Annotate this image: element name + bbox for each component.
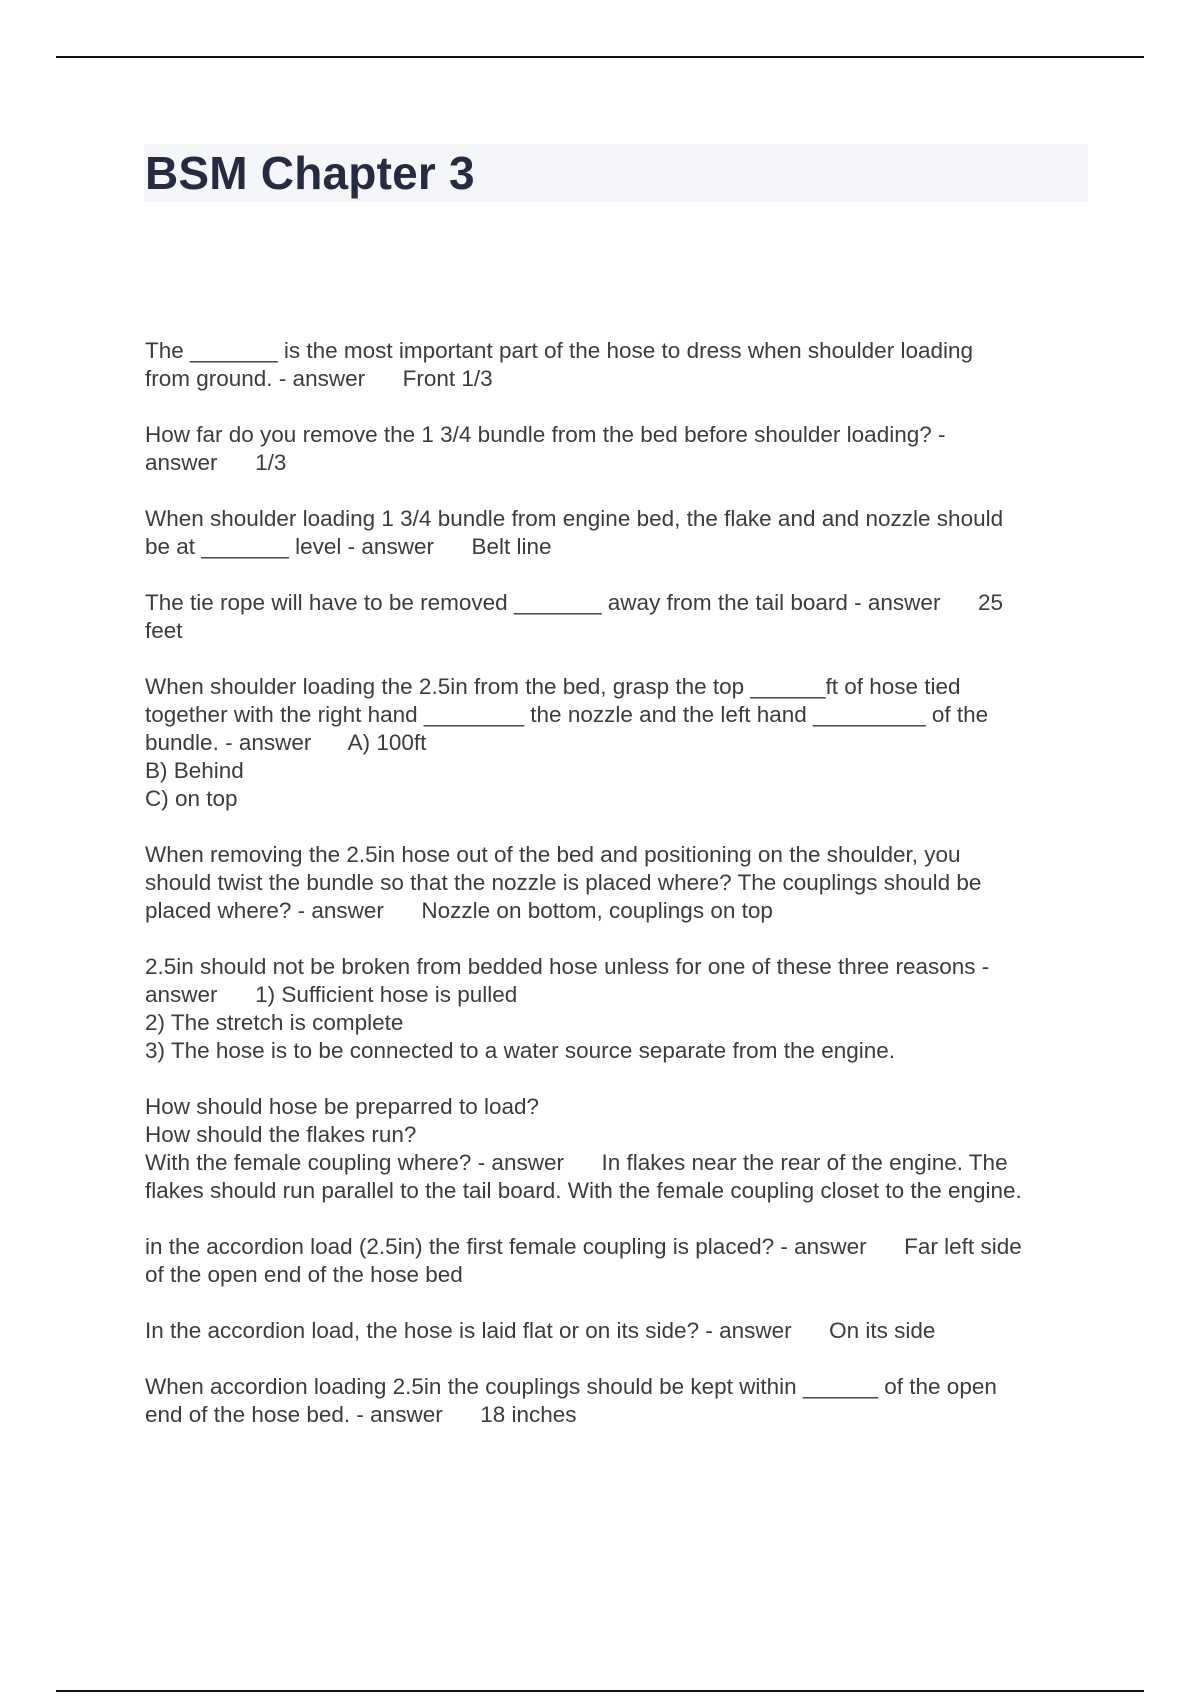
answer-marker: - answer: [350, 1402, 481, 1427]
answer-text: A) 100ft B) Behind C) on top: [145, 730, 427, 811]
answer-marker: - answer: [699, 1318, 830, 1343]
question-text: How far do you remove the 1 3/4 bundle from the bed before shoulder loading? - answer: [145, 422, 946, 475]
question-text: The tie rope will have to be removed _______ away from the tail board: [145, 590, 848, 615]
qa-item-10: [145, 1317, 1095, 1345]
question-text: 2.5in should not be broken from bedded hose unless for one of these three reasons - answer: [145, 954, 990, 1007]
answer-text: 1) Sufficient hose is pulled 2) The stretch is complete 3) The hose is to be connected to a water source separate from the engine.: [145, 982, 896, 1063]
qa-item-7: [145, 953, 1095, 1065]
answer-text: On its side: [829, 1318, 936, 1343]
answer-spacer: [218, 450, 256, 475]
qa-list: [145, 337, 1095, 1457]
qa-item-6: [145, 841, 1095, 925]
question-text: in the accordion load (2.5in) the first female coupling is placed?: [145, 1234, 775, 1259]
qa-item-9: [145, 1233, 1095, 1289]
question-text: When accordion loading 2.5in the couplings should be kept within ______ of the open end of the hose bed.: [145, 1374, 997, 1427]
qa-item-8: [145, 1093, 1095, 1205]
qa-item-3: [145, 505, 1095, 561]
question-text: When shoulder loading the 2.5in from the bed, grasp the top ______ft of hose tied together with the right hand ________ the nozzle and the left hand _________ of the bundle.: [145, 674, 989, 755]
question-text: When removing the 2.5in hose out of the bed and positioning on the shoulder, you should twist the bundle so that the nozzle is placed where? The couplings should be placed where?: [145, 842, 982, 923]
answer-spacer: [218, 982, 256, 1007]
bottom-rule: [56, 1690, 1144, 1692]
question-text: How should hose be preparred to load? How should the flakes run? With the female coupling where?: [145, 1094, 540, 1175]
answer-marker: - answer: [218, 730, 348, 755]
answer-text: In flakes near the rear of the engine. The flakes should run parallel to the tail board. With the female coupling closet to the engine.: [145, 1150, 1022, 1203]
answer-marker: - answer: [291, 898, 422, 923]
qa-item-2: [145, 421, 1095, 477]
qa-item-1: [145, 337, 1095, 393]
answer-text: Far left side of the open end of the hose bed: [145, 1234, 1022, 1287]
answer-marker: - answer: [471, 1150, 602, 1175]
question-text: In the accordion load, the hose is laid flat or on its side?: [145, 1318, 700, 1343]
question-text: The _______ is the most important part of the hose to dress when shoulder loading from ground.: [145, 338, 974, 391]
answer-text: 18 inches: [480, 1402, 577, 1427]
answer-marker: - answer: [847, 590, 978, 615]
answer-text: Front 1/3: [402, 366, 493, 391]
document-title: BSM Chapter 3: [145, 147, 475, 199]
answer-text: Nozzle on bottom, couplings on top: [421, 898, 773, 923]
qa-item-4: [145, 589, 1095, 645]
answer-marker: - answer: [774, 1234, 905, 1259]
answer-text: 25 feet: [145, 590, 1003, 643]
answer-text: 1/3: [255, 450, 287, 475]
qa-item-5: [145, 673, 1095, 813]
answer-marker: - answer: [341, 534, 472, 559]
answer-text: Belt line: [471, 534, 552, 559]
top-rule: [56, 56, 1144, 58]
answer-marker: - answer: [272, 366, 403, 391]
question-text: When shoulder loading 1 3/4 bundle from engine bed, the flake and and nozzle should be at _______ level: [145, 506, 1004, 559]
qa-item-11: [145, 1373, 1095, 1429]
